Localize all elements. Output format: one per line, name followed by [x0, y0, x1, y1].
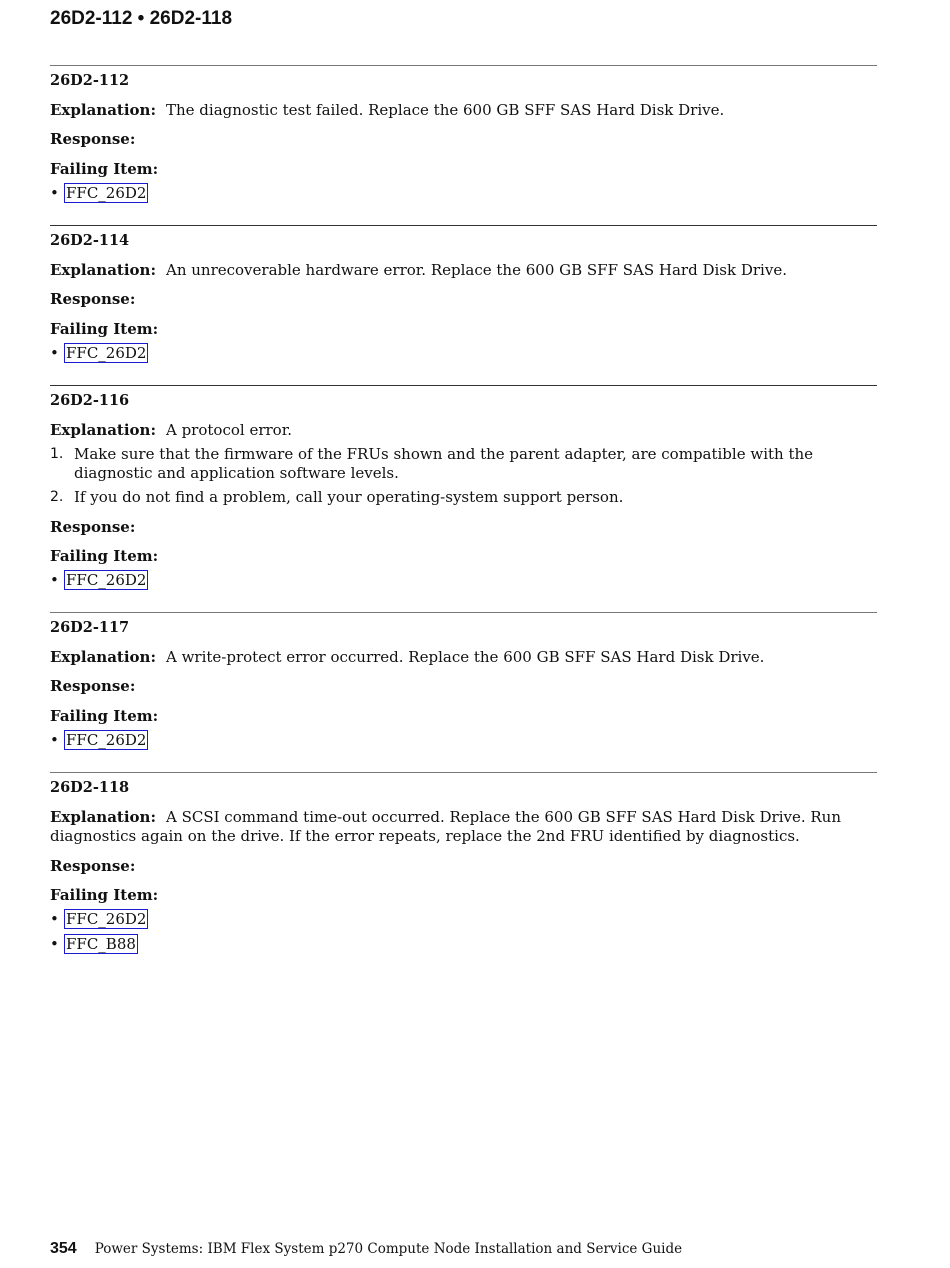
fru-link[interactable]: FFC_26D2: [66, 571, 147, 589]
failing-item: [50, 729, 148, 751]
bullet: •: [50, 571, 59, 589]
fru-link[interactable]: FFC_B88: [66, 935, 136, 953]
response-label: Response:: [50, 130, 136, 148]
explanation-label: Explanation:: [50, 808, 156, 826]
bullet: •: [50, 935, 59, 953]
error-code: 26D2-114: [50, 232, 130, 249]
failing-item: [50, 342, 148, 364]
failing-item: [50, 182, 148, 204]
explanation-label: Explanation:: [50, 101, 156, 119]
explanation-text: A write-protect error occurred. Replace the 600 GB SFF SAS Hard Disk Drive.: [165, 648, 765, 666]
explanation-text: A protocol error.: [165, 421, 292, 439]
step-text: Make sure that the firmware of the FRUs shown and the parent adapter, are compatible with the diagnostic and application software levels.: [74, 445, 814, 482]
explanation: [50, 101, 724, 120]
explanation-label: Explanation:: [50, 648, 156, 666]
bullet: •: [50, 910, 59, 928]
page-footer: [50, 1240, 682, 1258]
failing-item: [50, 569, 148, 591]
step-item: [50, 445, 877, 483]
response-label: Response:: [50, 290, 136, 308]
response-label: Response:: [50, 677, 136, 695]
explanation: [50, 421, 292, 440]
response-label: Response:: [50, 518, 136, 536]
page-number: 354: [50, 1240, 77, 1257]
bullet: •: [50, 344, 59, 362]
step-text: If you do not find a problem, call your operating-system support person.: [74, 488, 624, 506]
fru-link[interactable]: FFC_26D2: [66, 910, 147, 928]
explanation-label: Explanation:: [50, 261, 156, 279]
error-entry-26d2-118: [50, 772, 877, 963]
explanation-text: An unrecoverable hardware error. Replace the 600 GB SFF SAS Hard Disk Drive.: [165, 261, 787, 279]
explanation-text: A SCSI command time-out occurred. Replace the 600 GB SFF SAS Hard Disk Drive. Run diagnostics again on the drive. If the error repeats, replace the 2nd FRU identified by diagnostics.: [50, 808, 842, 845]
step-item: [50, 488, 877, 507]
response-label: Response:: [50, 857, 136, 875]
error-code: 26D2-112: [50, 72, 130, 89]
error-code: 26D2-118: [50, 779, 130, 796]
error-code: 26D2-116: [50, 392, 130, 409]
explanation: [50, 808, 877, 846]
step-number: 1.: [50, 446, 64, 462]
explanation-text: The diagnostic test failed. Replace the 600 GB SFF SAS Hard Disk Drive.: [165, 101, 725, 119]
error-entry-26d2-112: [50, 65, 877, 206]
explanation: [50, 648, 764, 667]
footer-title: Power Systems: IBM Flex System p270 Compute Node Installation and Service Guide: [94, 1241, 683, 1257]
failing-item-label: Failing Item:: [50, 320, 159, 338]
explanation-label: Explanation:: [50, 421, 156, 439]
explanation: [50, 261, 787, 280]
fru-link[interactable]: FFC_26D2: [66, 731, 147, 749]
failing-item-label: Failing Item:: [50, 547, 159, 565]
bullet: •: [50, 731, 59, 749]
step-number: 2.: [50, 489, 64, 505]
running-head: 26D2-112 • 26D2-118: [50, 8, 233, 29]
error-code: 26D2-117: [50, 619, 130, 636]
failing-item-label: Failing Item:: [50, 160, 159, 178]
error-entry-26d2-117: [50, 612, 877, 753]
failing-item: [50, 908, 148, 930]
error-entry-26d2-114: [50, 225, 877, 366]
failing-item-label: Failing Item:: [50, 707, 159, 725]
failing-item: [50, 933, 138, 955]
fru-link[interactable]: FFC_26D2: [66, 184, 147, 202]
bullet: •: [50, 184, 59, 202]
failing-item-label: Failing Item:: [50, 886, 159, 904]
fru-link[interactable]: FFC_26D2: [66, 344, 147, 362]
error-entry-26d2-116: [50, 385, 877, 596]
